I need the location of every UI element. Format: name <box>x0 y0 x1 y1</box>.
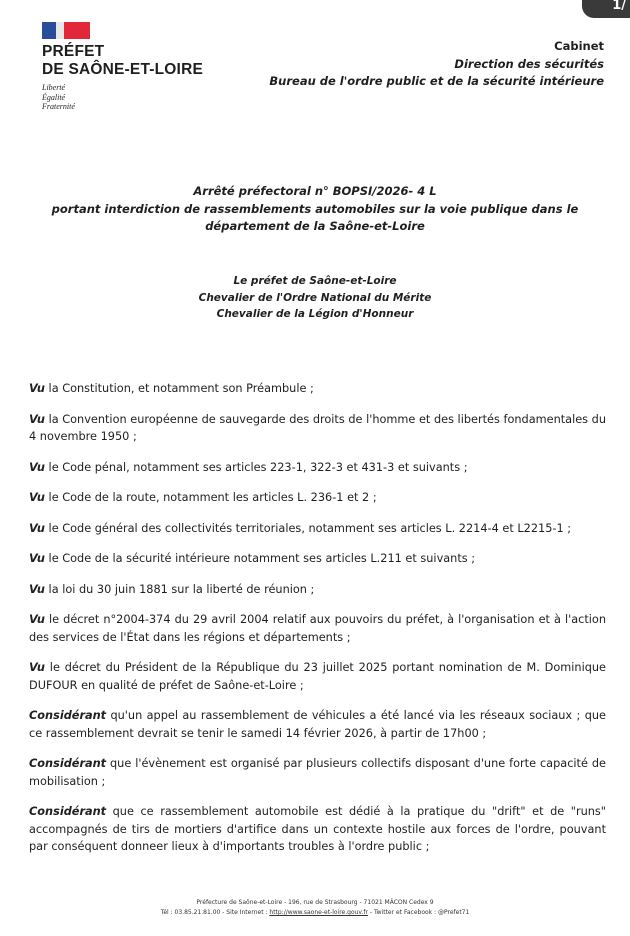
body-paragraph: Vu la loi du 30 juin 1881 sur la liberté de réunion ; <box>29 582 315 596</box>
signatory-block <box>30 273 600 323</box>
footer-contact: Tél : 03.85.21.81.00 - Site Internet : http://www.saone-et-loire.gouv.fr - Twitter et Facebook : @Prefet71 <box>160 909 470 916</box>
arrete-body <box>29 369 606 869</box>
body-paragraph: Vu le décret du Président de la République du 23 juillet 2025 portant nomination de M. Dominique DUFOUR en qualité de préfet de Saône-et-Loire ; <box>29 661 606 692</box>
body-paragraph: Considérant que l'évènement est organisé par plusieurs collectifs disposant d'une forte capacité de mobilisation ; <box>29 757 606 788</box>
body-paragraph: Vu le Code de la sécurité intérieure notamment ses articles L.211 et suivants ; <box>29 552 476 566</box>
marianne-flag-icon <box>42 22 90 39</box>
republic-motto <box>42 83 203 112</box>
motto-liberte: Liberté <box>42 83 66 92</box>
arrete-subtitle-line2: département de la Saône-et-Loire <box>205 219 425 233</box>
body-paragraph: Vu le Code pénal, notamment ses articles 223-1, 322-3 et 431-3 et suivants ; <box>29 460 468 474</box>
body-paragraph: Vu le décret n°2004-374 du 29 avril 2004 relatif aux pouvoirs du préfet, à l'organisation et à l'action des services de l'État dans les régions et départements ; <box>29 613 606 644</box>
motto-egalite: Égalité <box>42 92 66 102</box>
body-paragraph: Vu le Code général des collectivités territoriales, notamment ses articles L. 2214-4 et L2215-1 ; <box>29 521 572 535</box>
body-paragraph: Vu la Convention européenne de sauvegarde des droits de l'homme et des libertés fondamentales du 4 novembre 1950 ; <box>29 412 606 444</box>
page-footer <box>0 898 630 918</box>
arrete-subtitle-line1: portant interdiction de rassemblements automobiles sur la voie publique dans le <box>51 201 579 216</box>
body-paragraph: Considérant qu'un appel au rassemblement de véhicules a été lancé via les réseaux sociaux ; que ce rassemblement devrait se tenir le samedi 14 février 2026, à partir de 17h00 ; <box>29 709 606 740</box>
footer-address: Préfecture de Saône-et-Loire - 196, rue de Strasbourg - 71021 MÂCON Cedex 9 <box>196 899 434 906</box>
issuing-service <box>269 38 604 91</box>
body-paragraph: Vu la Constitution, et notamment son Préambule ; <box>29 382 314 396</box>
body-paragraph: Considérant que ce rassemblement automobile est dédié à la pratique du "drift" et de "runs" accompagnés de tirs de mortiers d'artifice dans un contexte hostile aux forces de l'ordre, pouvant par conséquent donneer lieux à d'importants troubles à l'ordre public ; <box>29 805 606 854</box>
prefet-title-line1: PRÉFET <box>42 43 105 60</box>
website-link[interactable]: http://www.saone-et-loire.gouv.fr <box>269 909 368 916</box>
service-direction: Direction des sécurités <box>454 56 604 71</box>
motto-fraternite: Fraternité <box>42 102 75 111</box>
signatory-line2: Chevalier de l'Ordre National du Mérite <box>198 291 432 304</box>
signatory-line3: Chevalier de la Légion d'Honneur <box>216 308 414 320</box>
arrete-heading <box>30 183 600 236</box>
service-cabinet: Cabinet <box>554 39 604 53</box>
signatory-line1: Le préfet de Saône-et-Loire <box>233 275 397 287</box>
page-indicator: 1/ <box>582 0 630 18</box>
arrete-title: Arrêté préfectoral n° BOPSI/2026- 4 L <box>193 184 437 198</box>
service-bureau: Bureau de l'ordre public et de la sécurité intérieure <box>269 74 604 88</box>
prefet-title-line2: DE SAÔNE-ET-LOIRE <box>42 61 203 78</box>
prefecture-logo <box>42 22 203 112</box>
body-paragraph: Vu le Code de la route, notamment les articles L. 236-1 et 2 ; <box>29 491 377 505</box>
